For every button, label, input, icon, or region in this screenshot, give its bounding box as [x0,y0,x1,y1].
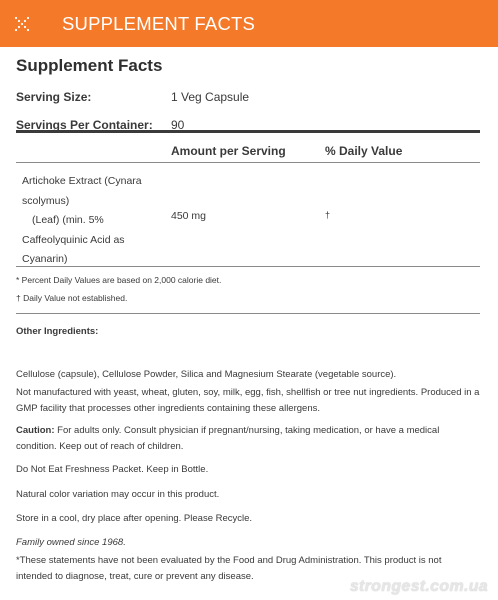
footnote-daily-values: * Percent Daily Values are based on 2,000 calorie diet. [16,275,222,285]
ingredient-line: scolymus) [22,194,70,207]
serving-size-value: 1 Veg Capsule [171,90,250,104]
allergen-statement: Not manufactured with yeast, wheat, gluten, soy, milk, egg, fish, shellfish or tree nut ingredients. Produced in a GMP facility that processes other ingredients containing these allergens. [16,387,480,414]
servings-label: Servings Per Container: [16,118,153,132]
header-title: SUPPLEMENT FACTS [62,13,256,34]
caution-statement [16,423,480,454]
other-ingredients-list: Cellulose (capsule), Cellulose Powder, Silica and Magnesium Stearate (vegetable source). [16,369,397,380]
storage-statement: Store in a cool, dry place after opening. Please Recycle. [16,513,253,524]
other-ingredients-title: Other Ingredients: [16,326,99,337]
ingredient-dv: † [325,210,331,220]
family-owned-statement: Family owned since 1968. [16,537,126,548]
serving-size-label: Serving Size: [16,90,92,104]
amount-column-header: Amount per Serving [171,144,286,158]
ingredient-divider [16,266,480,267]
ingredient-line: (Leaf) (min. 5% [32,214,104,226]
ingredient-name [22,172,167,270]
ingredient-line: Cyanarin) [22,253,68,265]
ingredient-amount: 450 mg [171,210,207,222]
fda-disclaimer: *These statements have not been evaluated by the Food and Drug Administration. This product is not intended to diagnose, treat, cure or prevent any disease. [16,555,442,582]
footnote-divider [16,313,480,314]
header-bar [0,0,498,47]
footnote-not-established: † Daily Value not established. [16,293,128,303]
caution-label: Caution: [16,425,55,436]
ingredient-line: Artichoke Extract (Cynara [22,175,142,187]
caution-text: For adults only. Consult physician if pregnant/nursing, taking medication, or have a medical condition. Keep out of reach of children. [16,425,440,452]
facts-title: Supplement Facts [16,56,163,75]
color-variation-statement: Natural color variation may occur in this product. [16,489,220,500]
ingredient-line: Caffeolyquinic Acid as [22,233,125,246]
column-header-divider [16,162,480,163]
watermark: strongest.com.ua [349,578,488,595]
freshness-statement: Do Not Eat Freshness Packet. Keep in Bottle. [16,464,209,475]
servings-value: 90 [171,118,185,132]
sparkle-dots-icon [14,16,30,32]
dv-column-header: % Daily Value [325,144,403,158]
